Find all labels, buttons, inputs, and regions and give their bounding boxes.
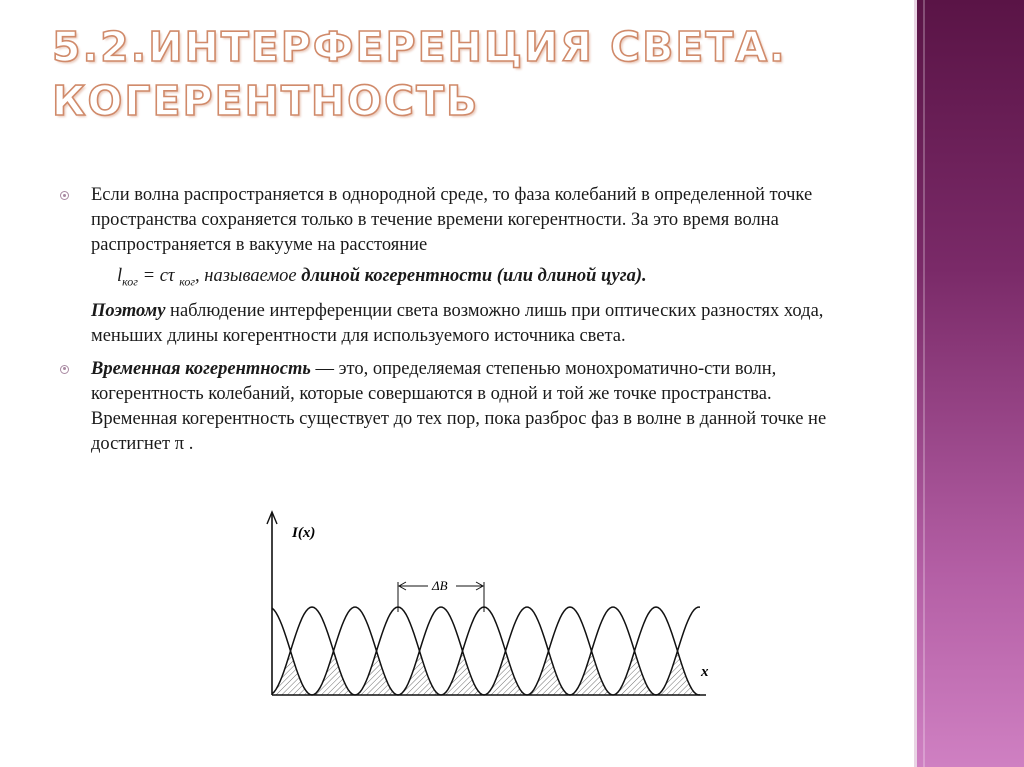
bullet-continuation: [91, 299, 850, 349]
formula-l-sub: ког: [122, 274, 138, 289]
temporal-coherence-text: — это, определяемая степенью монохроматично-сти волн, когерентность колебаний, которые совершаются в одной и той же точке пространства. Временная когерентность существует до тех пор, пока разброс фаз в волне в данной точке не достигнет π .: [91, 358, 827, 454]
continuation-text: наблюдение интерференции света возможно лишь при оптических разностях хода, меньших длины когерентности для используемого источника света.: [91, 300, 824, 346]
interference-diagram: [250, 500, 730, 740]
slide-title-line-2: КОГЕРЕНТНОСТЬ: [52, 77, 480, 125]
bullet-icon: [60, 365, 69, 374]
side-accent-bar: [914, 0, 1024, 767]
y-axis-label: I(x): [292, 525, 316, 541]
slide-title: [52, 20, 892, 128]
bullet-icon: [60, 191, 69, 200]
formula-tau-sub: ког: [179, 274, 196, 289]
formula-tail: , называемое: [195, 266, 302, 286]
bullet-item-coherence-time: [60, 183, 850, 349]
formula-eq: = cτ: [137, 266, 180, 286]
coherence-length-term: длиной когерентности (или длиной цуга).: [301, 266, 647, 286]
formula-l: l: [117, 266, 123, 286]
therefore-word: Поэтому: [91, 300, 166, 321]
coherence-length-formula: [91, 264, 850, 295]
bullet-item-temporal-coherence: [60, 357, 850, 457]
delta-label: ΔB: [432, 578, 448, 593]
x-axis-label: x: [701, 664, 709, 680]
slide-content: [60, 183, 850, 465]
bullet-text: Если волна распространяется в однородной среде, то фаза колебаний в определенной точке пространства сохраняется только в течение времени когерентности. За это время волна распространяется в вакууме на расстояние: [91, 185, 813, 255]
interference-figure: [250, 500, 730, 740]
bullet-text-2: [91, 357, 850, 457]
accent-stripe: [923, 0, 925, 767]
slide-title-line-1: 5.2.ИНТЕРФЕРЕНЦИЯ СВЕТА.: [52, 23, 787, 71]
temporal-coherence-term: Временная когерентность: [91, 358, 311, 379]
